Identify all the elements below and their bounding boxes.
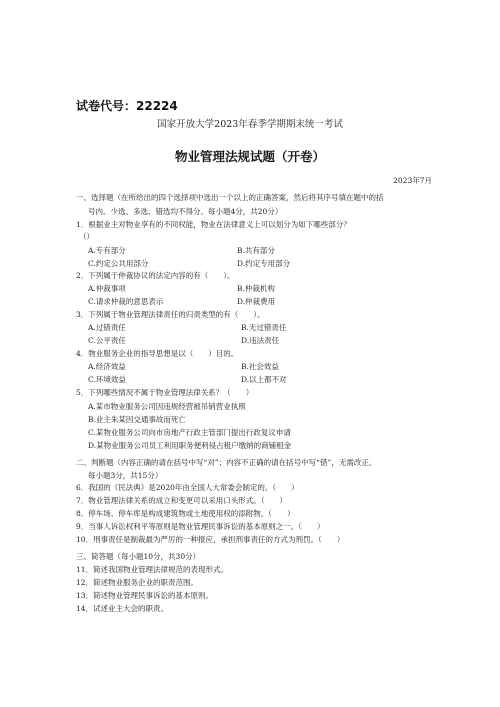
section1-heading: 一、选择题（在所给出的四个选择项中选出一个以上的正确答案，然后将其序号填在题中的括 [76,193,384,202]
section3-heading: 三、简答题（每小题10分，共30分） [76,552,201,561]
short-answer-11: 11．简述我国物业管理法律规范的表现形式。 [76,565,229,574]
q5-option-d: D.某物业服务公司员工利用职务便利侵占租户缴纳的商铺租金 [88,441,292,450]
university-exam-title: 国家开放大学2023年春季学期期末统一考试 [157,119,343,130]
q5-option-a: A.某市物业服务公司因违规经营被吊销营业执照 [88,402,246,411]
q2-stem: 2．下列属于仲裁协议的法定内容的有（ ）。 [76,271,235,280]
q1-option-c: C.约定公共用部分 [88,259,149,268]
q3-stem: 3．下列属于物业管理法律责任的归责类型的有（ ）。 [76,310,265,319]
section1-heading-cont: 号内。少选、多选、错选均不得分。每小题4分，共20分） [88,207,283,216]
q1-option-b: B.共有部分 [237,246,275,255]
judgment-item-8: 8．停车场、停车库是构成建筑物或土地使用权的添附物。（ ） [76,509,295,518]
judgment-item-9: 9．当事人诉讼权利平等原则是物业管理民事诉讼的基本原则之一。（ ） [76,522,325,531]
short-answer-12: 12．简述物业服务企业的职责范围。 [76,578,199,587]
q2-option-c: C.请求仲裁的意思表示 [88,297,164,306]
section2-heading: 二、判断题（内容正确的请在括号中写“对”；内容不正确的请在括号中写“错”，无需改正。 [76,458,377,467]
q5-option-b: B.业主朱某因交通事故而死亡 [88,415,186,424]
q4-option-c: C.环境效益 [88,375,126,384]
q5-option-c: C.某物业服务公司向市房地产行政主管部门提出行政复议申请 [88,428,291,437]
exam-code: 试卷代号：22224 [76,99,178,113]
judgment-item-10: 10．刑事责任是制裁最为严厉的一种报应，承担刑事责任的方式为刑罚。（ ） [76,535,345,544]
judgment-item-7: 7．物业管理法律关系的成立和变更可以采用口头形式。（ ） [76,496,288,505]
q3-option-a: A.过错责任 [88,323,126,332]
q2-option-a: A.仲裁事项 [88,284,126,293]
exam-date: 2023年7月 [393,176,432,185]
short-answer-13: 13．简述物业管理民事诉讼的基本原则。 [76,591,214,600]
q4-option-a: A.经济效益 [88,362,126,371]
q3-option-b: B.无过错责任 [241,323,287,332]
q1-stem: 1．根据业主对物业享有的不同权能，物业在法律意义上可以划分为如下哪些部分？ [76,220,351,229]
q1-option-d: D.约定专用部分 [237,259,291,268]
section2-heading-cont: 每小题3分，共15分） [88,471,163,480]
q3-option-d: D.违法责任 [241,336,280,345]
q1-option-a: A.专有部分 [88,246,126,255]
q5-stem: 5．下列哪些情况不属于物业管理法律关系？（ ） [76,388,254,397]
q2-option-b: B.仲裁机构 [237,284,275,293]
judgment-item-6: 6．我国的《民法典》是2020年由全国人大常委会制定的。（ ） [76,483,299,492]
q4-option-d: D.以上都不对 [241,375,287,384]
q1-stem-cont: （） [79,232,94,241]
q4-option-b: B.社会效益 [241,362,279,371]
paper-title: 物业管理法规试题（开卷） [174,149,325,164]
q2-option-d: D.仲裁费用 [237,297,276,306]
q3-option-c: C.公平责任 [88,336,126,345]
q4-stem: 4．物业服务企业的指导思想是以（ ）目的。 [76,349,239,358]
short-answer-14: 14．试述业主大会的职责。 [76,604,169,613]
